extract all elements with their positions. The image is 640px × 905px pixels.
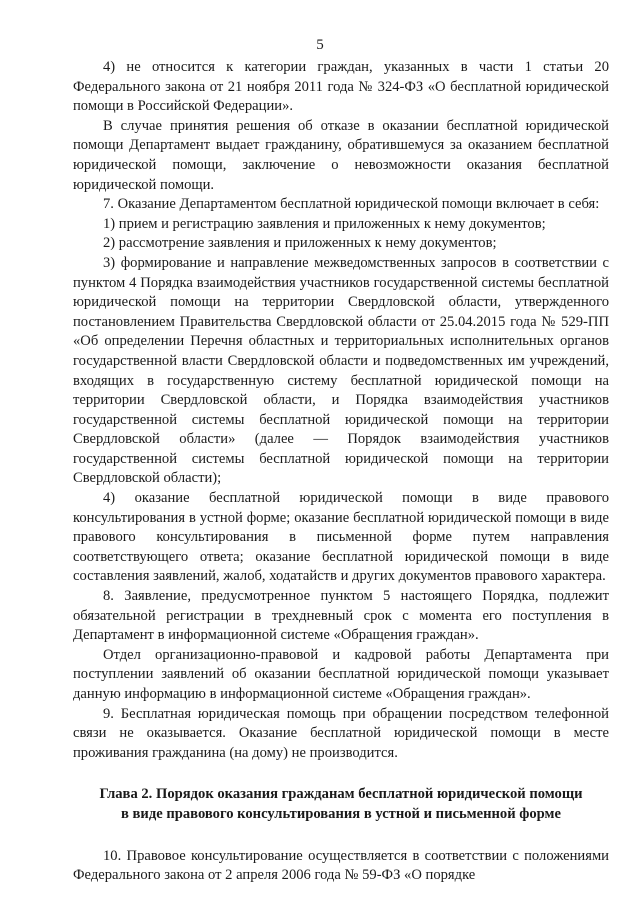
chapter-heading [73,785,609,824]
paragraph-7-1: 1) прием и регистрацию заявления и приложенных к нему документов; [103,215,546,232]
paragraph-7: 7. Оказание Департаментом бесплатной юридической помощи включает в себя: [103,196,600,213]
paragraph-refusal: В случае принятия решения об отказе в оказании бесплатной юридической помощи Департамент выдает гражданину, обратившемуся за оказанием бесплатной юридической помощи, заключение о невозможности оказания бесплатной юридической помощи. [73,117,609,193]
paragraph-7-3: 3) формирование и направление межведомственных запросов в соответствии с пунктом 4 Порядка взаимодействия участников государственной системы бесплатной юридической помощи на территории Свердловской области, утвержденного постановлением Правительства Свердловской области от 25.04.2015 года № 529-ПП «Об определении Перечня областных и территориальных исполнительных органов государственной власти Свердловской области и подведомственных им учреждений, входящих в государственную систему бесплатной юридической помощи на территории Свердловской области, и Порядка взаимодействия участников государственной системы бесплатной юридической помощи на территории Свердловской области» (далее — Порядок взаимодействия участников государственной системы бесплатной юридической помощи на территории Свердловской области); [73,254,609,487]
spacer [73,825,609,847]
chapter-heading-line-2: в виде правового консультирования в устной и письменной форме [121,805,561,822]
document-body [73,58,609,886]
paragraph-8: 8. Заявление, предусмотренное пунктом 5 настоящего Порядка, подлежит обязательной регистрации в трехдневный срок с момента его поступления в Департамент в информационной системе «Обращения граждан». [73,588,609,644]
page-number: 5 [316,37,324,53]
spacer [73,763,609,785]
paragraph-10: 10. Правовое консультирование осуществляется в соответствии с положениями Федерального закона от 2 апреля 2006 года № 59-ФЗ «О порядке [73,847,609,884]
paragraph-department-registration: Отдел организационно-правовой и кадровой работы Департамента при поступлении заявлений об оказании бесплатной юридической помощи указывает данную информацию в информационной системе «Обращения граждан». [73,646,609,702]
paragraph-item-4: 4) не относится к категории граждан, указанных в части 1 статьи 20 Федерального закона от 21 ноября 2011 года № 324-ФЗ «О бесплатной юридической помощи в Российской Федерации». [73,59,609,115]
paragraph-9: 9. Бесплатная юридическая помощь при обращении посредством телефонной связи не оказывается. Оказание бесплатной юридической помощи в месте проживания гражданина (на дому) не производится. [73,705,609,761]
chapter-heading-line-1: Глава 2. Порядок оказания гражданам бесплатной юридической помощи [99,786,583,803]
paragraph-7-4: 4) оказание бесплатной юридической помощи в виде правового консультирования в устной форме; оказание бесплатной юридической помощи в виде правового консультирования в письменной форме путем направления соответствующего ответа; оказание бесплатной юридической помощи в виде составления заявлений, жалоб, ходатайств и других документов правового характера. [73,490,609,585]
paragraph-7-2: 2) рассмотрение заявления и приложенных к нему документов; [103,235,497,252]
